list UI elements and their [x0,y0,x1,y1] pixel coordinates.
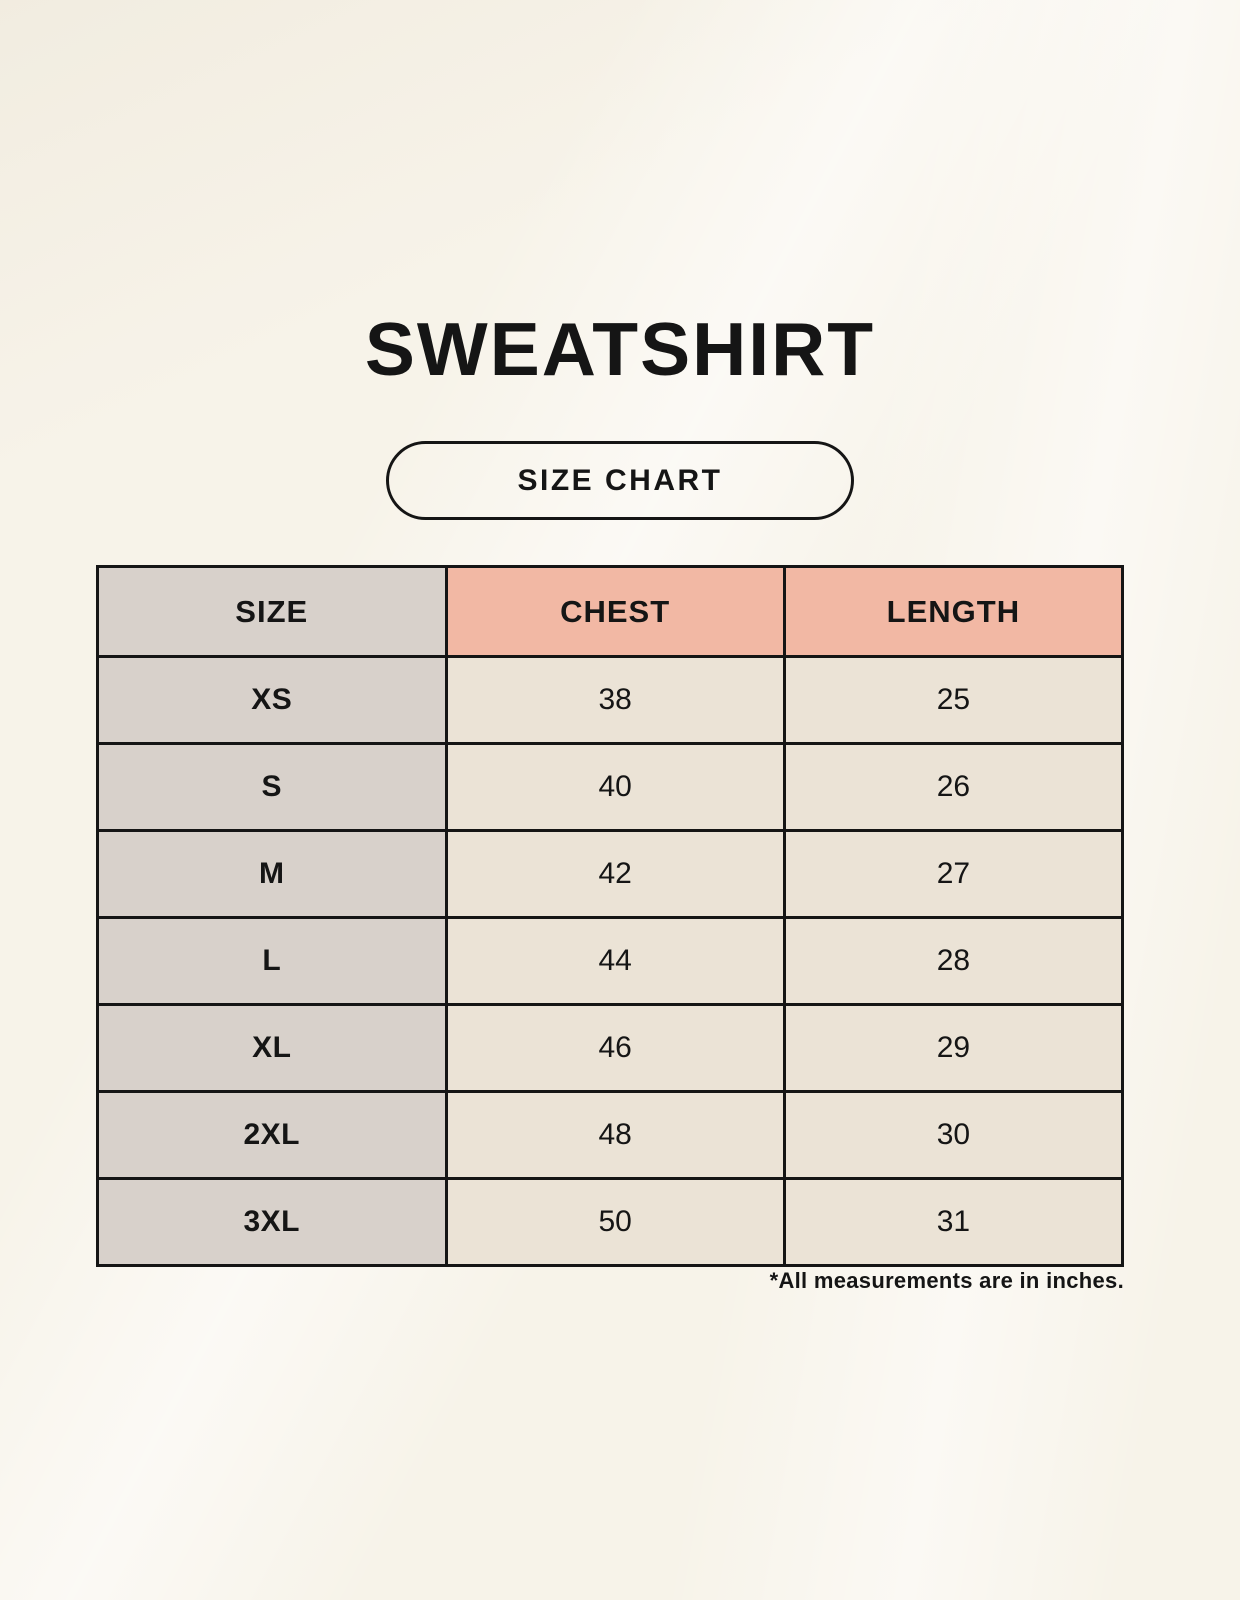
chest-value: 48 [446,1092,784,1179]
chest-value: 42 [446,831,784,918]
length-value: 25 [784,657,1122,744]
size-label: M [98,831,447,918]
size-label: L [98,918,447,1005]
measurements-footnote: *All measurements are in inches. [769,1268,1124,1293]
table-row [98,1092,1123,1179]
length-value: 27 [784,831,1122,918]
chest-value: 38 [446,657,784,744]
length-value: 28 [784,918,1122,1005]
size-chart-table [96,565,1124,1267]
table-row [98,657,1123,744]
column-header-chest: CHEST [446,567,784,657]
size-chart-button-label: SIZE CHART [517,463,723,497]
chest-value: 50 [446,1179,784,1266]
length-value: 29 [784,1005,1122,1092]
table-row [98,918,1123,1005]
size-label: XS [98,657,447,744]
table-row [98,1005,1123,1092]
column-header-length: LENGTH [784,567,1122,657]
size-label: XL [98,1005,447,1092]
size-label: S [98,744,447,831]
chest-value: 40 [446,744,784,831]
size-label: 3XL [98,1179,447,1266]
chest-value: 44 [446,918,784,1005]
table-row [98,744,1123,831]
length-value: 30 [784,1092,1122,1179]
table-row [98,1179,1123,1266]
page-title: SWEATSHIRT [364,307,876,391]
size-label: 2XL [98,1092,447,1179]
length-value: 26 [784,744,1122,831]
length-value: 31 [784,1179,1122,1266]
size-chart-button[interactable] [386,441,854,520]
table-header-row [98,567,1123,657]
column-header-size: SIZE [98,567,447,657]
chest-value: 46 [446,1005,784,1092]
table-row [98,831,1123,918]
